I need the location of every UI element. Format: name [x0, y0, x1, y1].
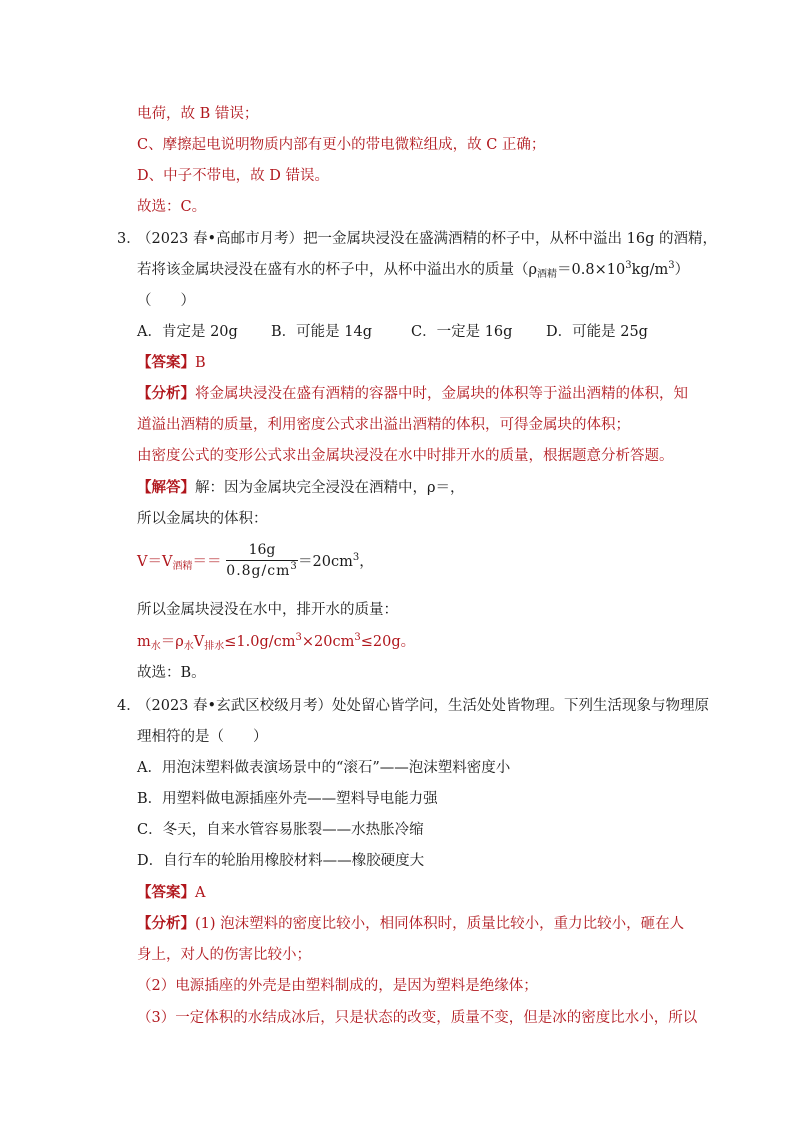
question-3-answer: 【答案】B	[137, 354, 206, 371]
fraction-denominator: $0.8g/cm^3$	[226, 561, 298, 579]
fraction-numerator: 16g	[248, 542, 276, 558]
question-4-number: 4．	[117, 698, 141, 714]
question-3-blank: （ ）	[137, 293, 195, 309]
volume-fraction	[226, 542, 298, 579]
question-4-option-a: A．用泡沫塑料做表演场景中的“滚石”——泡沫塑料密度小	[137, 760, 511, 776]
question-4-analysis-line-2: 身上，对人的伤害比较小；	[137, 947, 311, 963]
prev-line-4: 故选：C。	[137, 199, 207, 215]
option-d: D．可能是 25g	[546, 324, 648, 340]
question-4-stem-line-1: （2023 春•玄武区校级月考）处处留心皆学问，生活处处皆物理。下列生活现象与物理原	[137, 698, 710, 714]
question-3-solution-line-1: 【解答】解：因为金属块完全浸没在酒精中，ρ＝，	[137, 479, 465, 496]
question-4-option-b: B．用塑料做电源插座外壳——塑料导电能力强	[137, 791, 438, 807]
question-3-analysis-line-3: 由密度公式的变形公式求出金属块浸没在水中时排开水的质量，根据题意分析答题。	[137, 448, 674, 464]
question-4-option-c: C．冬天，自来水管容易胀裂——水热胀冷缩	[137, 822, 424, 838]
question-3-stem-line-1: （2023 春•高邮市月考）把一金属块浸没在盛满酒精的杯子中，从杯中溢出 16g 的酒精，	[137, 231, 718, 247]
question-3-stem-line-2: 若将该金属块浸没在盛有水的杯子中，从杯中溢出水的质量$(\rho_{酒精}=0.8\times 10^3kg/m^3)$	[137, 260, 690, 280]
question-3-solution-line-3: 所以金属块浸没在水中，排开水的质量：	[137, 602, 398, 618]
question-4-stem-line-2: 理相符的是（ ）	[137, 729, 268, 745]
mass-equation: $m_水=\rho_水V_{排水}\le 1.0g/cm^3\times 20cm^3\le 20g$。	[137, 632, 416, 652]
question-3-choose: 故选：B。	[137, 665, 206, 681]
volume-equation-result: $=20cm^3$，	[298, 552, 374, 570]
prev-line-1: 电荷，故 B 错误；	[137, 106, 259, 122]
option-c: C．一定是 16g	[411, 324, 513, 340]
option-b: B．可能是 14g	[271, 324, 372, 340]
prev-line-3: D、中子不带电，故 D 错误。	[137, 168, 329, 184]
question-3-analysis-line-1: 【分析】将金属块浸没在盛有酒精的容器中时，金属块的体积等于溢出酒精的体积，知	[137, 385, 688, 402]
question-4-analysis-line-4: （3）一定体积的水结成冰后，只是状态的改变，质量不变，但是冰的密度比水小，所以	[137, 1010, 698, 1026]
question-4-answer: 【答案】A	[137, 884, 206, 901]
prev-line-2: C、摩擦起电说明物质内部有更小的带电微粒组成，故 C 正确；	[137, 137, 546, 153]
question-3-solution-line-2: 所以金属块的体积：	[137, 511, 268, 527]
question-3-analysis-line-2: 道溢出酒精的质量，利用密度公式求出溢出酒精的体积，可得金属块的体积；	[137, 417, 630, 433]
question-4-option-d: D．自行车的轮胎用橡胶材料——橡胶硬度大	[137, 853, 425, 869]
question-4-analysis-line-3: （2）电源插座的外壳是由塑料制成的，是因为塑料是绝缘体；	[137, 978, 538, 994]
question-3-number: 3．	[117, 231, 141, 247]
volume-equation-left: $V=V_{酒精}==$	[137, 554, 222, 572]
option-a: A．肯定是 20g	[137, 324, 238, 340]
question-4-analysis-line-1: 【分析】(1) 泡沫塑料的密度比较小，相同体积时，质量比较小，重力比较小，砸在人	[137, 915, 685, 932]
